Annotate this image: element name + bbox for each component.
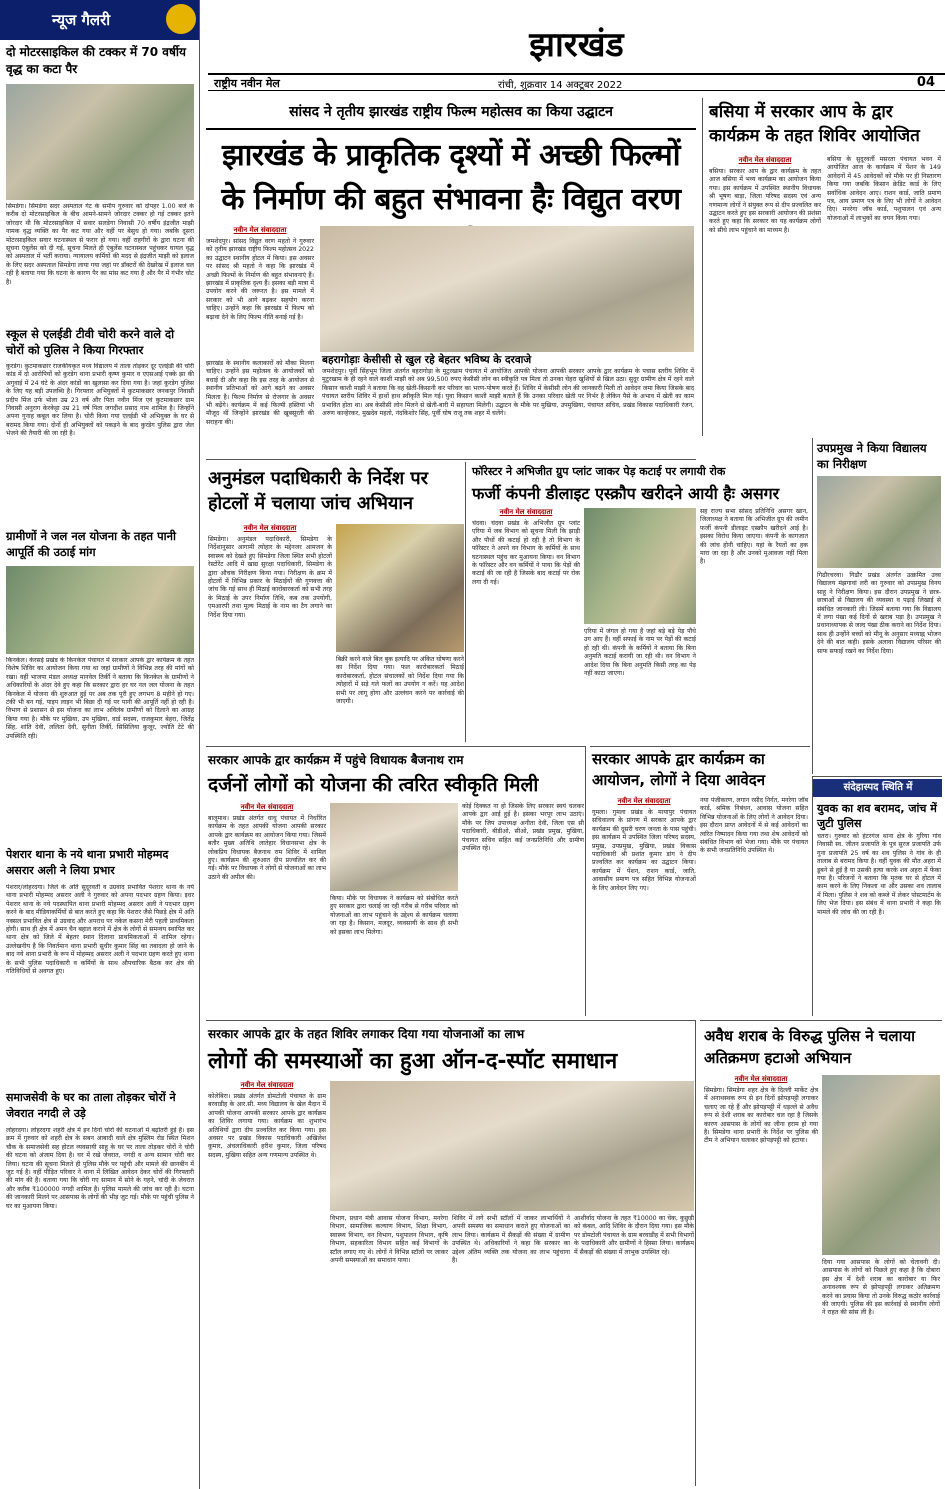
lead-col1: जमशेदपुर। सांसद विद्युत वरण महतो ने गुरुवार को तृतीय झारखंड राष्ट्रीय फिल्म महोत्सव 2022 का उद्घाटन स्थानीय होटल में किया। इस अवसर पर सांसद श्री महतो ने कहा कि झारखंड में अच्छी फिल्मों के निर्माण की बहुत संभावनाएं हैं। झारखंड में प्राकृतिक दृश्य हैं। इसका बड़ी मात्रा में उपयोग करने की जरूरत है। इस मामले में सरकार को भी आगे बढ़कर सहयोग करना चाहिए। उन्होंने कहा कि झारखंड में फिल्म को बढ़ावा देने के लिए फिल्म नीति बनाई गई है। <box>206 238 314 321</box>
story-accident-headline: दो मोटरसाइकिल की टक्कर में 70 वर्षीय वृद्ध का कटा पैर <box>6 45 186 76</box>
basia-story <box>702 98 942 436</box>
samasya-photo <box>330 1081 694 1211</box>
vidhayak-headline: दर्जनों लोगों को योजना की त्वरित स्वीकृति मिली <box>208 774 539 796</box>
water-photo <box>6 566 194 654</box>
forester-byline: नवीन मेल संवाददाता <box>499 508 553 516</box>
basia-headline: बसिया में सरकार आप के द्वार कार्यक्रम के तहत शिविर आयोजित <box>709 102 920 146</box>
samasya-col3: शिविर में लगे सभी स्टॉलों में जाकर लाभार्थियों ने अपनी समस्या का समाधान कराते हुए योजनाओं का लाभ लिया। कार्यक्रम में सैकड़ों की संख्या में ग्रामीण उपस्थित थे। अधिकारियों ने कहा कि सरकार का उद्देश्य अंतिम व्यक्ति तक योजना का लाभ पहुंचाना है। <box>452 1215 570 1265</box>
left-column <box>0 0 200 1489</box>
lead-byline: नवीन मेल संवाददाता <box>233 226 287 234</box>
forester-headline-main: फर्जी कंपनी डीलाइट एस्क्रौप खरीदने आयी हैः असगर <box>472 484 780 503</box>
masthead <box>208 0 945 96</box>
samasya-story <box>206 1020 696 1486</box>
anumandal-col2: बिक्री करने वाले बिल बुक इत्यादि पर अंकित घोषणा करने का निर्देश दिया गया। फल कारोबारकर्ता मिठाई कारोबारकर्ता, होटल संचालकों को निर्देश दिया गया कि त्योहारों में सड़े गले फलों का उपयोग न करें। यह आदेश सभी पर लागू होगा और उल्लंघन करने पर कार्रवाई की जाएगी। <box>336 656 464 706</box>
anumandal-col1: सिमडेगा। अनुमंडल पदाधिकारी, सिमडेगा के निर्देशानुसार आगामी त्योहार के मद्देनजर आमजन के स्वास्थ्य को देखते हुए सिमडेगा जिला स्थित सभी होटलों रेस्टोरेंट आदि में खाद्य सुरक्षा पदाधिकारी, सिमडेगा के द्वारा औचक निरीक्षण किया गया। निरीक्षण के क्रम में होटलों में विभिन्न प्रकार के मिठाईयों की गुणवत्ता की जांच कि गई साथ ही मिठाई कारोबारकर्ता को सभी तरह के मिठाई के उपर निर्माण तिथि, कब तक उपयोगी, एमआरपी तथा मूल्य मिठाई के नाम का टैग लगाने का निर्देश दिया गया। <box>208 536 332 619</box>
dead-body-body: चतरा। गुरुवार को हंटरगंज थाना क्षेत्र के गुरिया गांव निवासी स्व. जीतन प्रजापति के पुत्र सुरज प्रजापति उर्फ गुना प्रजापति 25 वर्ष का शव पुलिस ने गांव के ही तालाब से बरामद किया है। वहीं युवक की मौत अहरा में डूबने से हुई है या उसकी हत्या करके शव अहरा में फेंका गया है। परिजनों ने बताया कि मृतक घर से होटल में काम करने के लिए निकला था और उसका शव तालाब में मिला। पुलिस ने शव को कब्जे में लेकर पोस्टमार्टम के लिए भेज दिया। इस संबंध में थाना प्रभारी ने कहा कि मामले की जांच की जा रही है। <box>817 833 941 916</box>
forest-photo <box>584 508 696 624</box>
dateline: रांची, शुक्रवार 14 अक्टूबर 2022 <box>498 80 623 91</box>
lead-kicker: सांसद ने तृतीय झारखंड राष्ट्रीय फिल्म महोत्सव का किया उद्घाटन <box>289 104 613 120</box>
lead-headline: झारखंड के प्राकृतिक दृश्यों में अच्छी फिल्मों के निर्माण की बहुत संभावना हैः विद्युत वरण <box>221 138 681 217</box>
page-number: 04 <box>916 75 935 90</box>
story-water-body: किनकेल। केरसई प्रखंड के किनकेल पंचायत में सरकार आपके द्वार कार्यक्रम के तहत विशेष शिविर का आयोजन किया गया था जहां ग्रामीणों ने विभिन्न तरह की मांगों को रखा। वहीं भाजपा मंडल अध्यक्ष मानवेल तिर्की ने बताया कि किनकेल के ग्रामीणों ने अधिकारियों के अंदर देवे हुए कहा कि सरकार द्वारा हर घर नल जल योजना के तहत किनकेल में योजना की शुरुआत हुई पर अब तक पूरी हुए लगभग 8 महीने हो गए। टंकी भी बन गई, पाइप लाइन भी बिछा दी गई पर पानी की आपूर्ति नहीं हो रही है। विभाग से प्रशासन से इस योजना का लाभ अविलंब ग्रामीणों को दिलाने का आग्रह किया गया है। मौके पर मुखिया, उप मुखिया, वार्ड सदस्य, राजकुमार बेहरा, जितेंद्र सिंह, शांति देवी, ललिता देवी, सुनीता तिर्की, सिसिलिया कुजूर, ज्योति टेटे की उपस्थिति रही। <box>6 657 194 740</box>
forester-headline-top: फॉरेस्टर ने अभिजीत ग्रुप प्लांट जाकर पेड़ कटाई पर लगायी रोक <box>472 465 726 478</box>
paper-name: राष्ट्रीय नवीन मेल <box>214 77 280 90</box>
accident-photo <box>6 84 194 200</box>
forester-story <box>470 462 810 742</box>
basia-col2: बसिया के सुदूरवर्ती मसरता पंचायत भवन में आयोजित आज के कार्यक्रम में पेंशन के 149 आवेदनों में 45 आवेदकों को मौके पर ही निस्तारण किया गया जबकि किसान क्रेडिट कार्ड के लिए सर्वाधिक आवेदन आए। राशन कार्ड, जाति प्रमाण पत्र, आय प्रमाण पत्र के लिए भी लोगों ने आवेदन दिए। मनरेगा जॉब कार्ड, पशुपालन एवं अन्य योजनाओं में लाभुकों का चयन किया गया। <box>827 156 941 222</box>
anumandal-byline: नवीन मेल संवाददाता <box>243 524 297 532</box>
gumla-headline: सरकार आपके द्वार कार्यक्रम का आयोजन, लोगों ने दिया आवेदन <box>592 750 766 789</box>
school-story <box>812 438 942 774</box>
samasya-col4: आशीर्वाद योजना के तहत ₹10000 का चेक, कुछुड़ी को कंबल, आदि शिविर के दौरान दिया गया। इस मौके पर डोमटोली पंचायत के ग्राम बरवाडीह में सभी विभागों के पदाधिकारी और ग्रामीणों ने हिस्सा लिया। कार्यक्रम में सैकड़ों की संख्या में लाभुक उपस्थित रहे। <box>574 1215 694 1256</box>
sharab-col2: दिया गया आसपास के लोगों को चेतावनी दी। आसपास के लोगों को पिछले हुए कहा है कि दोबारा इस क्षेत्र में देशी शराब का कारोबार या फिर अनावश्यक रूप से झोपड़पट्टी लगाकर अतिक्रमण करने का प्रयास किया तो उनके विरुद्ध कठोर कार्रवाई की जाएगी। पुलिस की इस कार्रवाई से स्थानीय लोगों ने राहत की सांस ली है। <box>822 1259 940 1317</box>
forester-col3: सह राज्य सभा सांसद प्रतिनिधि असगर खान, जिलाध्यक्ष ने बताया कि अभिजीत ग्रुप की जमीन फर्जी कंपनी डीलाइट एस्क्रौप खरीदने आई है। इसका विरोध किया जाएगा। कंपनी के कागजात की जांच होनी चाहिए। यहां के रैयतों का हक मारा जा रहा है और उनको मुआवजा नहीं मिला है। <box>700 508 808 566</box>
story-station-body: पेशरार/लोहरदगा। जिले के अति सुदूरवर्ती व उग्रवाद प्रभावित पेशरार थाना के नये थाना प्रभारी मोहम्मद असरार अली ने गुरुवार को अपना पदभार ग्रहण किया। इधर पेशरार थाना के नये पदस्थापित थाना प्रभारी मोहम्मद असरार अली ने पदभार ग्रहण करने के बाद मीडियाकर्मियों से बात करते हुए कहा कि पेशरार जैसे पिछड़े क्षेत्र में अति नक्सल प्रभावित क्षेत्र से उग्रवाद और अपराध पर नकेल कसना मेरी पहली प्राथमिकता होगी। साथ ही क्षेत्र में अमन चैन बहाल कराने में क्षेत्र के लोगों से समन्वय स्थापित कर थाना क्षेत्र को जिले में बेहतर स्थान दिलाना प्राथमिकताओं में शामिल रहेगा। उल्लेखनीय है कि निवर्तमान थाना प्रभारी सुधीर कुमार सिंह का तबादला हो जाने के बाद नये थाना प्रभारी के रूप में मोहम्मद असरार अली ने पदभार ग्रहण करते हुए थाना के सभी पुलिस पदाधिकारी व कर्मियों के साथ औपचारिक बैठक कर क्षेत्र की गतिविधियों से अवगत हुए। <box>6 884 194 976</box>
news-gallery-title: न्यूज गैलरी <box>52 11 111 29</box>
sub-headline: बहरागोड़ाः केसीसी से खुल रहे बेहतर भविष्य के दरवाजे <box>322 354 532 366</box>
lead-story <box>206 98 696 460</box>
section-title: झारखंड <box>529 25 624 65</box>
story-tv-theft-body: कुरडेग। कुटमाकछार राजकीयकृत मध्य विद्यालय में ताला तोड़कर दूर एलईडी की चोरी कांड में दो आरोपियों को कुरडेग थाना प्रभारी कृष्ण कुमार व एएसआई एक्के झा की अगुवाई में 24 घंटे के अंदर कांडों का खुलासा कर दिया गया है। जहां कुरडेग पुलिस के लिए यह बड़ी उपलब्धि है। गिरफ्तार अभियुक्तों में कुटमाकछार जनकपुर निवासी प्रदीप मिंज उर्फ भोला उम्र 23 वर्ष और पिता नवीन मिंज एवं कुटमाकछार ग्राम निवासी अनुराग केरकेट्टा उम्र 21 वर्ष पिता जगदीश प्रसाद नाम शामिल है। जिन्होंने अपना गुनाह कबूल कर लिया है। चोरी किया गया एलईडी भी अभियुक्त के घर से बरामद किया गया। दोनों ही अभियुक्तों को पकड़ने के बाद कुरडेग पुलिस द्वारा जेल भेजने की तैयारी की जा रही है। <box>6 363 194 438</box>
sharab-col1: सिमडेगा। सिमडेगा शहर क्षेत्र के दिल्ली मार्केट क्षेत्र में अनाथस्थक रूप से इन दिनों झोपड़पट्टी लगाकर चलाए जा रहे हैं और झोपड़पट्टी में धड़ल्ले से अवैध रूप से देशी शराब का कारोबार चल रहा है जिसके कारण आसपास के लोगों का जीना हराम हो गया है। सिमडेगा थाना प्रभारी के निर्देश पर पुलिस की टीम ने अभियान चलाकर झोपड़पट्टी को हटाया। <box>704 1087 818 1145</box>
forester-col2: एरिया में जंगल हो गया है जहां बड़े बड़े पेड़ पौधे उग आए हैं। वहीं सफाई के नाम पर पेड़ों की कटाई हो रही थी। कंपनी के कर्मियों ने बताया कि बिना अनुमति कटाई करायी जा रही थी। वन विभाग ने आदेश दिया कि बिना अनुमति किसी तरह का पेड़ नहीं काटा जाएगा। <box>584 628 696 678</box>
gumla-col2: नया पंजीकरण, लगान रसीद निर्गत, मनरेगा जॉब कार्ड, श्रमिक निबंधन, आवास योजना सहित विभिन्न योजनाओं के लिए लोगों ने आवेदन दिया। इस दौरान प्राप्त आवेदनों में से कई आवेदनों का त्वरित निष्पादन किया गया तथा शेष आवेदनों को संबंधित विभाग को भेजा गया। मौके पर पंचायत के सभी जनप्रतिनिधि उपस्थित थे। <box>700 797 808 855</box>
news-gallery-banner <box>0 0 200 40</box>
vidhayak-story <box>206 746 586 1016</box>
vidhayak-photo <box>330 803 458 891</box>
sharab-photo <box>822 1075 940 1255</box>
dead-body-headline: युवक का शव बरामद, जांच में जुटी पुलिस <box>817 802 937 830</box>
sharab-byline: नवीन मेल संवाददाता <box>734 1075 788 1083</box>
samasya-headline: लोगों की समस्याओं का हुआ ऑन-द-स्पॉट समाधान <box>208 1049 618 1074</box>
samasya-byline: नवीन मेल संवाददाता <box>240 1081 294 1089</box>
samasya-col2: विभाग, प्रधान मंत्री आवास योजना विभाग, मनरेगा विभाग, सामाजिक कल्याण विभाग, शिक्षा विभाग, स्वास्थ्य विभाग, वन विभाग, पशुपालन विभाग, कृषि विभाग, सहकारिता विभाग सहित कई विभागों के स्टॉल लगाए गए थे। लोगों ने विभिन्न स्टॉलों पर जाकर अपनी समस्याओं का समाधान पाया। <box>330 1215 448 1265</box>
forester-col1: चंदवा। चंदवा प्रखंड के अभिजीत ग्रुप प्लांट एरिया में जब विभाग को सूचना मिली कि झाड़ी और पौधों की कटाई हो रही है तो विभाग के फॉरेस्टर ने अपने वन विभाग के कर्मियों के साथ घटनास्थल पहुंच कर मुआयना किया। वन विभाग के फॉरेस्टर और वन कर्मियों ने पाया कि पेड़ों की कटाई की जा रही है जिसके बाद कटाई पर रोक लगा दी गई। <box>472 520 580 586</box>
vidhayak-kicker: सरकार आपके द्वार कार्यक्रम में पहुंचे विधायक बैजनाथ राम <box>208 753 464 767</box>
vidhayak-byline: नवीन मेल संवाददाता <box>240 803 294 811</box>
gumla-col1: गुमला। गुमला प्रखंड के मायापुर पंचायत सचिवालय के प्रांगण में सरकार आपके द्वार कार्यक्रम की दूसरी चरण जनता के पास पहुंची। इस कार्यक्रम में उपस्थित जिला परिषद सदस्य, प्रमुख, उपप्रमुख, मुखिया, प्रखंड विकास पदाधिकारी श्री प्रशांत कुमार डांग ने दीप प्रज्वलित कर कार्यक्रम का उद्घाटन किया। कार्यक्रम में पेंशन, राशन कार्ड, जाति, आवासीय प्रमाण पत्र सहित विभिन्न योजनाओं के लिए आवेदन लिए गए। <box>592 809 696 892</box>
dead-body-story <box>812 776 942 1016</box>
story-accident-body: सिमडेगा। सिमडेगा सदर अस्पताल गेट के समीप गुरुवार को दोपहर 1.00 बजे के करीब दो मोटरसाइकिल के बीच आमने-सामने जोरदार टक्कर हो गई टक्कर इतने जोरदार थी कि मोटरसाइकिल में सवार सलडेगा निवासी 70 वर्षीय इंद्रजीत माझी नामक वृद्ध व्यक्ति का पैर कट गया और वहीं पर बेसुध हो गया। जबकि दूसरा मोटरसाइकिल सवार घटनास्थल से फरार हो गया। वहीं राहगीरों के द्वारा घटना की सूचना एंबुलेंस को दी गई, सूचना मिलते ही एंबुलेंस घटनास्थल पहुंचकर घायल वृद्ध को अस्पताल में भर्ती कराया। न्यायालय कर्मियों की मदद से इंद्रजीत माझी को इलाज के लिए सदर अस्पताल सिमडेगा लाया गया जहां पर डॉक्टरों की देखरेख में इलाज चल रही है बताया गया कि घटना के कारण पैर का मांस कट गया है और पैर में गंभीर चोट है। <box>6 203 194 286</box>
school-body: गिढौरचरवा। गिढौर प्रखंड अंतर्गत उत्क्रमित उच्च विद्यालय मंझगावां लरी का गुरुवार को उपप्रमुख विनय साहू ने निरीक्षण किया। इस दौरान उपप्रमुख ने छात्र-छात्राओं से विद्यालय की व्यवस्था व पढ़ाई लिखाई से संबंधित जानकारी ली। जिसमें बताया गया कि विद्यालय में लगा पंखा कई दिनों से खराब पड़ा है। उपप्रमुख ने प्रधानाध्यापक से जल्द पंखा ठीक कराने का निर्देश दिया। साथ ही उन्होंने बच्चों को मीनू के अनुसार मध्याह्न भोजन देने की बात कही। इसके अलावा विद्यालय परिसर की साफ सफाई रखने का निर्देश दिया। <box>817 572 941 655</box>
masthead-bar <box>208 73 945 91</box>
lead-col2: झारखंड के स्थानीय कलाकारों को मौका मिलना चाहिए। उन्होंने इस महोत्सव के आयोजकों को बधाई दी और कहा कि इस तरह के आयोजन से स्थानीय प्रतिभाओं को आगे बढ़ने का अवसर मिलता है। फिल्म निर्माण से रोजगार के अवसर भी बढ़ेंगे। कार्यक्रम में कई फिल्मी हस्तियां भी मौजूद थीं जिन्होंने झारखंड की खूबसूरती की सराहना की। <box>206 360 314 426</box>
vidhayak-col2: किया। मौके पर विधायक ने कार्यक्रम को संबोधित करते हुए सरकार द्वारा चलाई जा रही गरीब से गरीब परिवार को योजनाओं का लाभ पहुंचाने के उद्देश्य से कार्यक्रम चलाया जा रहा है। किसान, मजदूर, व्यवसायी के साथ ही सभी को इसका लाभ मिलेगा। <box>330 895 458 936</box>
basia-byline: नवीन मेल संवाददाता <box>738 156 792 164</box>
gumla-story <box>590 746 810 1016</box>
sharab-story <box>700 1020 942 1486</box>
basia-col1: बसिया। सरकार आप के द्वार कार्यक्रम के तहत आज बसिया में भव्य कार्यक्रम का आयोजन किया गया। इस कार्यक्रम में उपस्थित स्थानीय विधायक श्री भूषण बाड़ा, जिला परिषद सदस्य एवं अन्य गणमान्य लोगों ने संयुक्त रूप से दीप प्रज्वलित कर उद्घाटन करते हुए इस सरकारी आयोजन की प्रशंसा करते हुए कहा कि सरकार का यह कार्यक्रम लोगों को सीधे लाभ पहुंचाने का माध्यम है। <box>709 168 821 234</box>
vidhayak-col1: बालूमाथ। प्रखंड अंतर्गत धाधु पंचायत में निर्धारित कार्यक्रम के तहत आपकी योजना आपकी सरकार आपके द्वार कार्यक्रम का आयोजन किया गया। जिसमें बतौर मुख्य अतिथि लातेहार विधानसभा क्षेत्र के लोकप्रिय विधायक बैजनाथ राम शिविर में शामिल हुए। कार्यक्रम की शुरुआत दीप प्रज्वलित कर की गई। मौके पर विधायक ने लोगों से योजनाओं का लाभ उठाने की अपील की। <box>208 815 326 881</box>
story-water-headline: ग्रामीणों ने जल नल योजना के तहत पानी आपूर्ति की उठाई मांग <box>6 529 176 559</box>
samasya-kicker: सरकार आपके द्वार के तहत शिविर लगाकर दिया गया योजनाओं का लाभ <box>208 1027 525 1041</box>
vidhayak-col3: कोई दिक्कत ना हो जिसके लिए सरकार स्वयं चलकर आपके द्वार आई हुई है। इसका भरपूर लाभ उठाएं। मौके पर जिप उपाध्यक्ष अनीता देवी, जिला एस सी पदाधिकारी, बीडीओ, सीओ, प्रखंड प्रमुख, मुखिया, पंचायत सचिव सहित कई जनप्रतिनिधि और ग्रामीण उपस्थित रहे। <box>462 803 584 853</box>
dead-body-banner: संदेहास्पद स्थिति में <box>813 779 942 797</box>
school-banner: उपप्रमुख ने किया विद्यालय का निरीक्षण <box>817 441 927 471</box>
story-lock-headline: समाजसेवी के घर का ताला तोड़कर चोरों ने जेवरात नगदी ले उड़े <box>6 1091 176 1120</box>
masthead-logo-mark <box>216 60 260 72</box>
gumla-byline: नवीन मेल संवाददाता <box>617 797 671 805</box>
samasya-col1: कोलेबिरा। प्रखंड अंतर्गत डोमटोली पंचायत के ग्राम बरवाडीह के आर.सी. मध्य विद्यालय के खेल मैदान में आपकी योजना आपकी सरकार आपके द्वार कार्यक्रम का शिविर लगाया गया। कार्यक्रम का शुभारंभ अतिथियों द्वारा दीप प्रज्वलित कर किया गया। इस अवसर पर प्रखंड विकास पदाधिकारी अखिलेश कुमार, अंचलाधिकारी हरीश कुमार, जिला परिषद सदस्य, मुखिया सहित अन्य गणमान्य उपस्थित थे। <box>208 1093 326 1159</box>
lead-photo <box>320 226 694 352</box>
anumandal-headline: अनुमंडल पदाधिकारी के निर्देश पर होटलों में चलाया जांच अभियान <box>208 468 428 514</box>
sub-body: जमशेदपुर। पूर्वी सिंहभूम जिला अंतर्गत बहरागोड़ा के मुटुरखाम पंचायत में आयोजित आपकी योजना आपकी सरकार आपके द्वार कार्यक्रम के पचास स्तरीय शिविर में मुटुरखाम के ही रहने वाले काशी माझी को अब 99,500 रुपए केसीसी लोन का स्वीकृति पत्र मिला तो उनका चेहरा खुशियों से खिल उठा। सुदूर ग्रामीण क्षेत्र में रहने वाले किसान काशी माझी ने बताया कि वह खेती-किसानी कर परिवार का भरण-पोषण करते हैं। शिविर में केसीसी लोन की जानकारी मिली तो आवेदन जमा किया जिसके बाद पंचायत स्तरीय शिविर में हाथों हाथ स्वीकृति मिल गई। युवा किसान काशी माझी बताते हैं कि उनका परिवार खेती पर निर्भर है लेकिन पैसे के अभाव में खेती का काम प्रभावित होता था। अब केसीसी लोन मिलने से खेती-बारी में सहायता मिलेगी। उद्घाटन के मौके पर मुखिया, उपमुखिया, पंचायत सचिव, प्रखंड विकास पदाधिकारी रंजन, अरुण कान्हेरकर, मुखदेव महतो, नंदकिशोर सिंह, पूर्वी घोष राजू तक शहर में चलेंगे। <box>322 368 694 418</box>
sweets-photo <box>336 524 464 652</box>
anumandal-story <box>206 462 466 742</box>
banner-emblem-icon <box>166 4 196 34</box>
story-tv-theft-headline: स्कूल से एलईडी टीवी चोरी करने वाले दो चोरों को पुलिस ने किया गिरफ्तार <box>6 327 175 357</box>
sharab-headline: अवैध शराब के विरुद्ध पुलिस ने चलाया अतिक्रमण हटाओ अभियान <box>704 1027 916 1067</box>
story-lock-body: लोहरदगा। लोहरदगा शहरी क्षेत्र में इन दिनों चोरों की घटनाओं में बढ़ोतरी हुई है। इस क्रम में गुरुवार को शहरी क्षेत्र के सबन आबादी वाले क्षेत्र मुस्लिम रोड स्थित मिशन चौक के समाजसेवी सह होटल व्यवसायी साहू के घर पर ताला तोड़कर चोरों ने चोरी की घटना को अंजाम दिया है। घर में रखे जेवरात, नगदी व अन्य सामान चोरी कर लिया। घटना की सूचना मिलते ही पुलिस मौके पर पहुंची और मामले की छानबीन में जुट गई है। वहीं पीड़ित परिवार ने थाना में लिखित आवेदन देकर चोरों की गिरफ्तारी की मांग की है। बताया गया कि चोरी गए सामान में सोने के गहने, चांदी के जेवरात और करीब ₹100000 नगदी शामिल है। पुलिस मामले की जांच कर रही है। घटना की जानकारी मिलने पर आसपास के लोगों की भीड़ जुट गई। मौके पर पहुंची पुलिस ने घर का मुआयना किया। <box>6 1127 194 1210</box>
school-photo <box>817 476 941 568</box>
story-station-headline: पेशरार थाना के नये थाना प्रभारी मोहम्मद असरार अली ने लिया प्रभार <box>6 848 169 877</box>
